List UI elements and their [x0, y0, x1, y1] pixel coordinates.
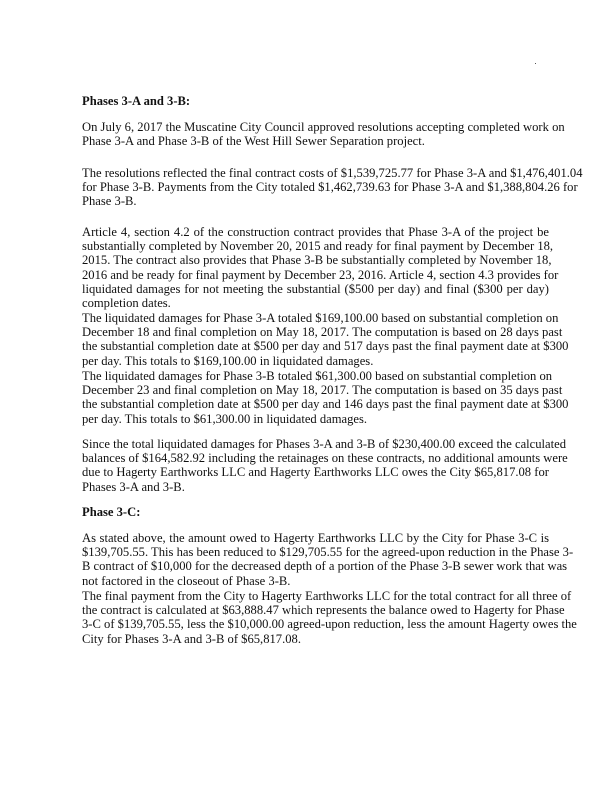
paragraph-damages-3b: [82, 369, 569, 426]
paragraph-damages-3a: [82, 311, 569, 368]
text-line: On July 6, 2017 the Muscatine City Council approved resolutions accepting completed work on: [82, 120, 565, 134]
text-line: $139,705.55. This has been reduced to $129,705.55 for the agreed-upon reduction in the Phase 3-: [82, 545, 574, 560]
paragraph-total-damages: [82, 437, 568, 494]
text-line: Phases 3-A and 3-B.: [82, 479, 185, 494]
text-line: The final payment from the City to Hagerty Earthworks LLC for the total contract for all three of: [82, 589, 572, 603]
heading-text: Phase 3-C:: [82, 505, 141, 519]
paragraph-contract-costs: [82, 166, 583, 209]
text-line: not factored in the closeout of Phase 3-B.: [82, 573, 291, 588]
text-line: The resolutions reflected the final contract costs of $1,539,725.77 for Phase 3-A and $1,476,401.04: [82, 166, 583, 180]
paragraph-approval: [82, 120, 565, 149]
text-line: The liquidated damages for Phase 3-B totaled $61,300.00 based on substantial completion on: [82, 369, 553, 383]
text-line: due to Hagerty Earthworks LLC and Hagerty Earthworks LLC owes the City $65,817.08 for: [82, 465, 549, 480]
heading-phases-3a-3b: [82, 94, 549, 108]
text-line: 2016 and be ready for final payment by December 23, 2016. Article 4, section 4.3 provides for: [82, 267, 559, 282]
heading-phase-3c: [82, 505, 549, 519]
text-line: December 23 and final completion on May 18, 2017. The computation is based on 35 days past: [82, 383, 563, 398]
text-line: the substantial completion date at $500 per day and 517 days past the final payment date at $300: [82, 339, 569, 354]
text-line: per day. This totals to $61,300.00 in liquidated damages.: [82, 411, 368, 426]
text-line: City for Phases 3-A and 3-B of $65,817.08.: [82, 631, 301, 646]
text-line: Phase 3-B.: [82, 194, 137, 209]
heading-text: Phases 3-A and 3-B:: [82, 94, 191, 108]
paragraph-article-4: [82, 225, 559, 311]
text-line: 3-C of $139,705.55, less the $10,000.00 agreed-upon reduction, less the amount Hagerty owes the: [82, 617, 577, 632]
text-line: the contract is calculated at $63,888.47 which represents the balance owed to Hagerty for Phase: [82, 603, 565, 618]
scan-speck: [535, 63, 536, 64]
text-line: 2015. The contract also provides that Phase 3-B be substantially completed by November 18,: [82, 253, 552, 268]
text-line: liquidated damages for not meeting the substantial ($500 per day) and final ($300 per day): [82, 281, 549, 296]
text-line: per day. This totals to $169,100.00 in liquidated damages.: [82, 353, 374, 368]
paragraph-final-payment: [82, 589, 577, 646]
text-line: balances of $164,582.92 including the retainages on these contracts, no additional amounts were: [82, 451, 568, 466]
text-line: The liquidated damages for Phase 3-A totaled $169,100.00 based on substantial completion on: [82, 311, 559, 325]
text-line: for Phase 3-B. Payments from the City totaled $1,462,739.63 for Phase 3-A and $1,388,804.26 for: [82, 180, 578, 195]
text-line: the substantial completion date at $500 per day and 146 days past the final payment date at $300: [82, 397, 569, 412]
paragraph-phase-3c-owed: [82, 531, 574, 588]
text-line: completion dates.: [82, 296, 171, 311]
text-line: Article 4, section 4.2 of the construction contract provides that Phase 3-A of the project be: [82, 225, 549, 239]
text-line: December 18 and final completion on May 18, 2017. The computation is based on 28 days past: [82, 325, 563, 340]
text-line: Since the total liquidated damages for Phases 3-A and 3-B of $230,400.00 exceed the calculated: [82, 437, 567, 451]
text-line: B contract of $10,000 for the decreased depth of a portion of the Phase 3-B sewer work that was: [82, 559, 568, 574]
text-line: Phase 3-A and Phase 3-B of the West Hill Sewer Separation project.: [82, 134, 425, 149]
text-line: As stated above, the amount owed to Hagerty Earthworks LLC by the City for Phase 3-C is: [82, 531, 549, 545]
text-line: substantially completed by November 20, 2015 and ready for final payment by December 18,: [82, 239, 554, 254]
